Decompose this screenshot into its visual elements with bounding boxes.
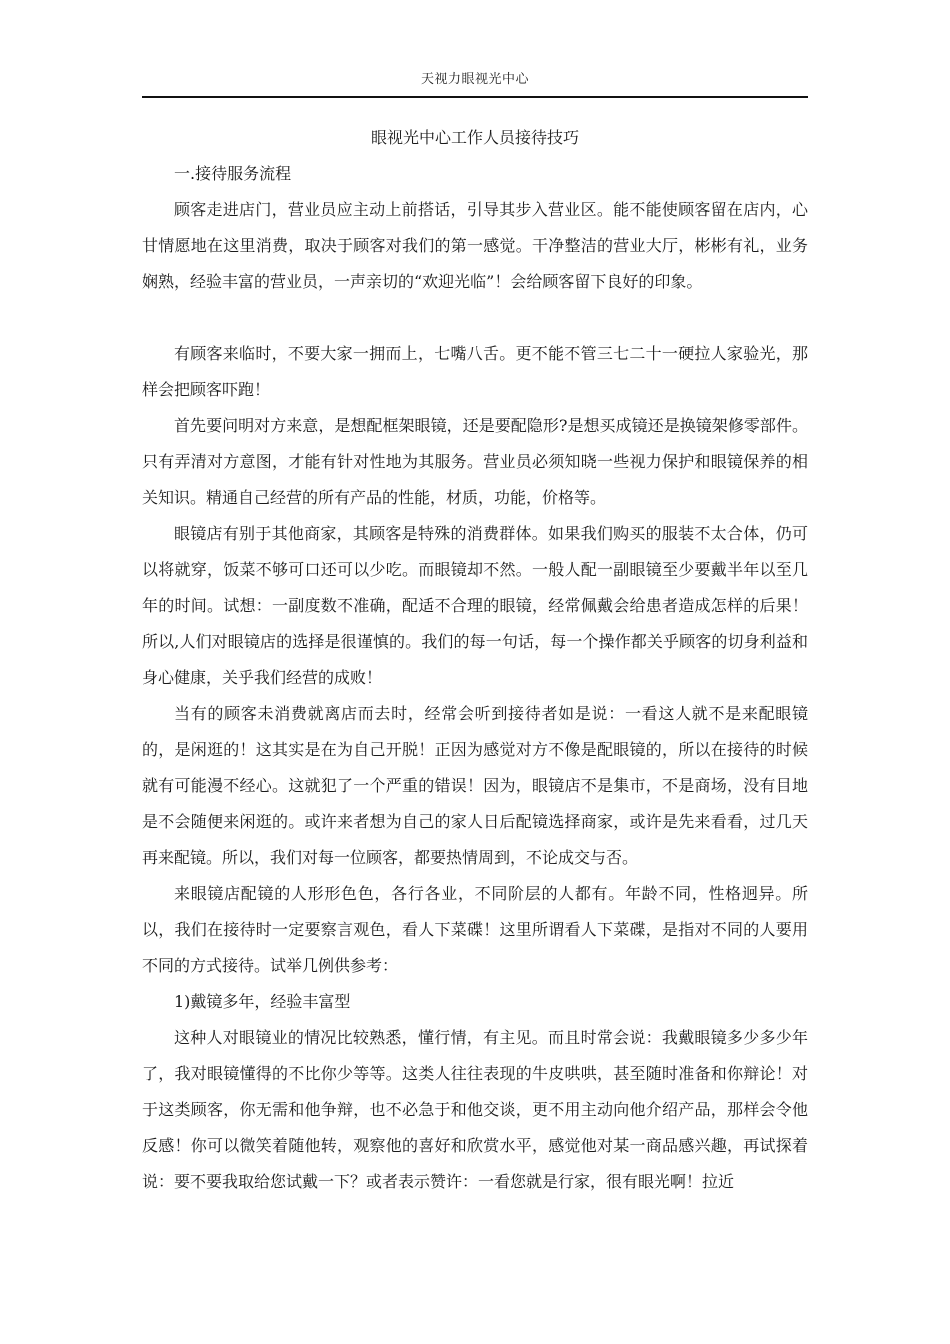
document-title: 眼视光中心工作人员接待技巧	[370, 128, 579, 147]
section-heading: 一.接待服务流程	[174, 164, 292, 183]
header-divider	[142, 96, 808, 98]
paragraph: 来眼镜店配镜的人形形色色，各行各业，不同阶层的人都有。年龄不同，性格迥异。所以，我们在接待时一定要察言观色，看人下菜碟！这里所谓看人下菜碟，是指对不同的人要用不同的方式接待。试举几例供参考：	[142, 884, 808, 975]
paragraph: 这种人对眼镜业的情况比较熟悉，懂行情，有主见。而且时常会说：我戴眼镜多少多少年了，我对眼镜懂得的不比你少等等。这类人往往表现的牛皮哄哄，甚至随时准备和你辩论！对于这类顾客，你无需和他争辩，也不必急于和他交谈，更不用主动向他介绍产品，那样会令他反感！你可以微笑着随他转，观察他的喜好和欣赏水平，感觉他对某一商品感兴趣，再试探着说：要不要我取给您试戴一下？或者表示赞许：一看您就是行家，很有眼光啊！拉近	[142, 1028, 808, 1191]
subheading: 1)戴镜多年，经验丰富型	[174, 992, 351, 1011]
document-body	[142, 120, 808, 1200]
blank-line	[142, 300, 808, 336]
paragraph: 当有的顾客未消费就离店而去时，经常会听到接待者如是说：一看这人就不是来配眼镜的，是闲逛的！这其实是在为自己开脱！正因为感觉对方不像是配眼镜的，所以在接待的时候就有可能漫不经心。这就犯了一个严重的错误！因为，眼镜店不是集市，不是商场，没有目地是不会随便来闲逛的。或许来者想为自己的家人日后配镜选择商家，或许是先来看看，过几天再来配镜。所以，我们对每一位顾客，都要热情周到，不论成交与否。	[142, 704, 808, 867]
paragraph: 眼镜店有别于其他商家，其顾客是特殊的消费群体。如果我们购买的服装不太合体，仍可以将就穿，饭菜不够可口还可以少吃。而眼镜却不然。一般人配一副眼镜至少要戴半年以至几年的时间。试想：一副度数不准确，配适不合理的眼镜，经常佩戴会给患者造成怎样的后果！所以,人们对眼镜店的选择是很谨慎的。我们的每一句话，每一个操作都关乎顾客的切身利益和身心健康，关乎我们经营的成败！	[142, 524, 808, 687]
paragraph: 顾客走进店门，营业员应主动上前搭话，引导其步入营业区。能不能使顾客留在店内，心甘情愿地在这里消费，取决于顾客对我们的第一感觉。干净整洁的营业大厅，彬彬有礼，业务娴熟，经验丰富的营业员，一声亲切的“欢迎光临”！会给顾客留下良好的印象。	[142, 200, 808, 291]
paragraph: 首先要问明对方来意，是想配框架眼镜，还是要配隐形?是想买成镜还是换镜架修零部件。只有弄清对方意图，才能有针对性地为其服务。营业员必须知晓一些视力保护和眼镜保养的相关知识。精通自己经营的所有产品的性能，材质，功能，价格等。	[142, 416, 808, 507]
running-header: 天视力眼视光中心	[420, 72, 529, 87]
paragraph: 有顾客来临时，不要大家一拥而上，七嘴八舌。更不能不管三七二十一硬拉人家验光，那样会把顾客吓跑！	[142, 344, 808, 399]
